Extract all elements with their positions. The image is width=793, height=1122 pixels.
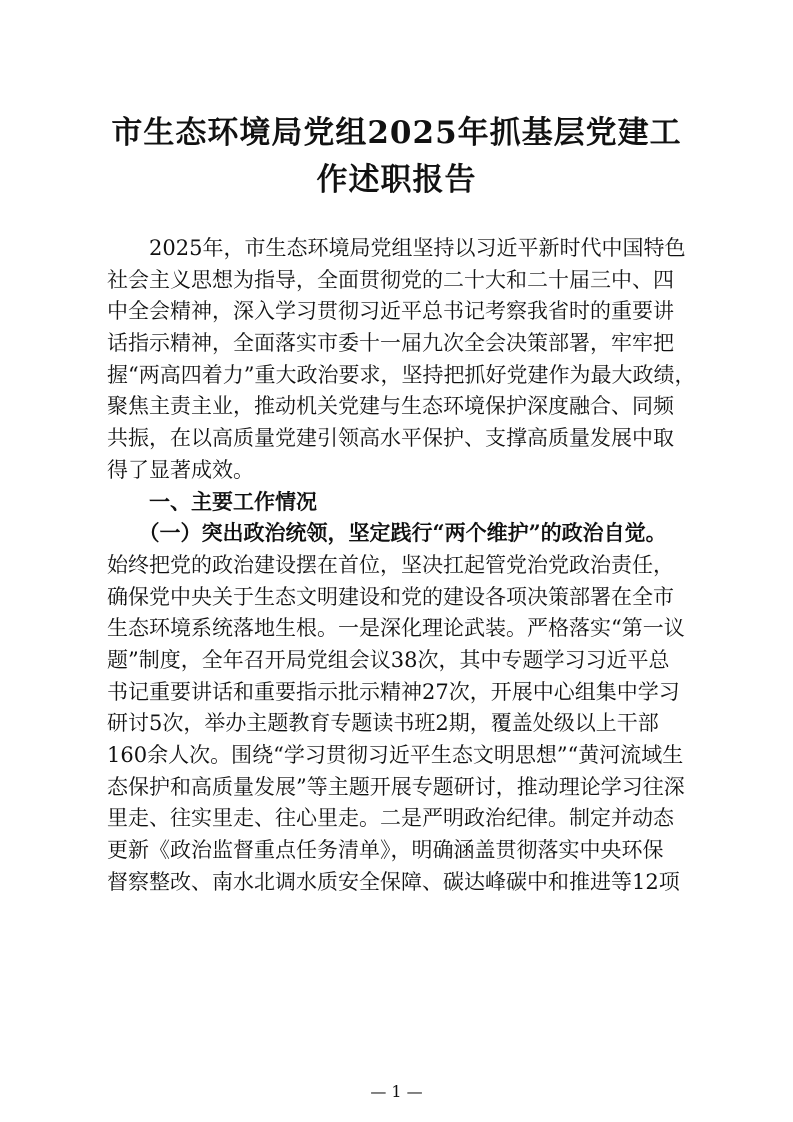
- paragraph-1-line: 握“两高四着力”重大政治要求，坚持把抓好党建作为最大政绩，: [107, 363, 696, 387]
- subsection-heading: （一）突出政治统领，坚定践行“两个维护”的政治自觉。: [107, 520, 667, 545]
- paragraph-2-line: 更新《政治监督重点任务清单》，明确涵盖贯彻落实中央环保: [107, 838, 664, 862]
- paragraph-1-line: 共振，在以高质量党建引领高水平保护、支撑高质量发展中取: [107, 426, 674, 450]
- paragraph-1-line: 得了显著成效。: [107, 458, 254, 482]
- section-heading: 一、主要工作情况: [107, 489, 317, 514]
- paragraph-1-line: 聚焦主责主业，推动机关党建与生态环境保护深度融合、同频: [107, 394, 674, 418]
- report-title-line-1: 市生态环境局党组2025年抓基层党建工: [111, 115, 682, 151]
- page-number: — 1 —: [370, 1082, 423, 1101]
- paragraph-2-line: 里走、往实里走、往心里走。二是严明政治纪律。制定并动态: [107, 806, 674, 830]
- paragraph-2-line: 研讨5次，举办主题教育专题读书班2期，覆盖处级以上干部: [107, 711, 659, 735]
- paragraph-1-line: 2025年，市生态环境局党组坚持以习近平新时代中国特色: [107, 236, 686, 260]
- paragraph-1-line: 社会主义思想为指导，全面贯彻党的二十大和二十届三中、四: [107, 268, 674, 292]
- paragraph-2-line: 督察整改、南水北调水质安全保障、碳达峰碳中和推进等12项: [107, 870, 680, 894]
- paragraph-2-line: 160余人次。围绕“学习贯彻习近平生态文明思想”“黄河流域生: [107, 743, 684, 767]
- paragraph-2-line: 始终把党的政治建设摆在首位，坚决扛起管党治党政治责任，: [107, 553, 674, 577]
- paragraph-1-line: 中全会精神，深入学习贯彻习近平总书记考察我省时的重要讲: [107, 299, 674, 323]
- report-title-line-2: 作述职报告: [316, 162, 477, 198]
- paragraph-1-line: 话指示精神，全面落实市委十一届九次全会决策部署，牢牢把: [107, 331, 674, 355]
- paragraph-2-line: 书记重要讲话和重要指示批示精神27次，开展中心组集中学习: [107, 680, 680, 704]
- paragraph-2-line: 确保党中央关于生态文明建设和党的建设各项决策部署在全市: [107, 585, 674, 609]
- paragraph-2-line: 生态环境系统落地生根。一是深化理论武装。严格落实“第一议: [107, 616, 685, 640]
- paragraph-2-line: 态保护和高质量发展”等主题开展专题研讨，推动理论学习往深: [107, 775, 685, 799]
- paragraph-2-line: 题”制度，全年召开局党组会议38次，其中专题学习习近平总: [107, 648, 670, 672]
